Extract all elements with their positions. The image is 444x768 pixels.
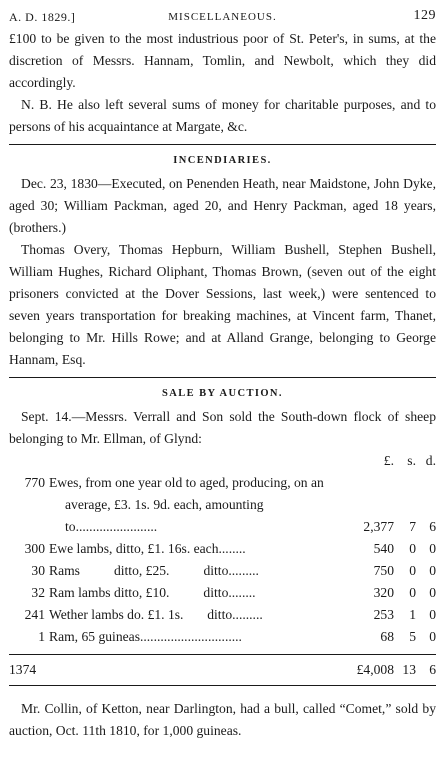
table-row [9, 560, 436, 582]
table-row [9, 604, 436, 626]
col-shillings-label: s. [407, 453, 416, 468]
row-description: Ewe lambs, ditto, £1. 16s. each........ [49, 541, 246, 556]
running-header [9, 6, 436, 28]
row-description: Ewes, from one year old to aged, producing, on an average, £3. 1s. 9d. each, amounting to........................ [49, 475, 324, 534]
row-shillings: 0 [409, 585, 416, 600]
total-pence: 6 [429, 661, 436, 677]
header-year: A. D. 1829.] [9, 10, 76, 24]
col-pence-label: d. [425, 453, 436, 468]
closing-paragraph: Mr. Collin, of Ketton, near Darlington, had a bull, called “Comet,” sold by auction, Oct. 11th 1810, for 1,000 guineas. [9, 700, 436, 738]
row-pounds: 750 [373, 563, 394, 578]
row-pounds: 320 [373, 585, 394, 600]
row-pence: 0 [429, 607, 436, 622]
table-row [9, 538, 436, 560]
table-row [9, 582, 436, 604]
sale-table-header [9, 450, 436, 472]
sale-table [9, 450, 436, 686]
row-description: Ram, 65 guineas.............................. [49, 629, 242, 644]
intro-paragraph-1: £100 to be given to the most industrious poor of St. Peter's, in sums, at the discretion of Messrs. Hannam, Tomlin, and Newbolt, which they did accordingly. [9, 31, 436, 90]
total-pounds: £4,008 [356, 661, 394, 677]
row-shillings: 7 [409, 519, 416, 534]
row-shillings: 0 [409, 541, 416, 556]
incendiaries-paragraph-1: Dec. 23, 1830—Executed, on Penenden Heath, near Maidstone, John Dyke, aged 30; William Packman, aged 20, and Henry Packman, aged 18 years, (brothers.) [9, 176, 436, 235]
col-pounds-label: £. [383, 453, 394, 468]
row-pence: 0 [429, 585, 436, 600]
row-quantity: 770 [24, 475, 45, 490]
row-description: Ram lambs ditto, £10. ditto........ [49, 585, 256, 600]
row-pounds: 68 [380, 629, 394, 644]
section-divider [9, 377, 436, 378]
page-number: 129 [413, 8, 436, 23]
row-description: Wether lambs do. £1. 1s. ditto......... [49, 607, 263, 622]
row-pence: 0 [429, 563, 436, 578]
total-row [9, 654, 436, 685]
row-description: Rams ditto, £25. ditto......... [49, 563, 259, 578]
row-pounds: 2,377 [363, 519, 394, 534]
row-pence: 6 [429, 519, 436, 534]
incendiaries-paragraph-2: Thomas Overy, Thomas Hepburn, William Bushell, Stephen Bushell, William Hughes, Richard Oliphant, Thomas Brown, (seven out of the eight prisoners convicted at the Dover Sessions, last week,) were sentenced to seven years transportation for breaking machines, at Vincent farm, Thanet, belonging to Mr. Hills Rowe; and at Alland Grange, belonging to George Hannam, Esq. [9, 242, 436, 367]
row-shillings: 1 [409, 607, 416, 622]
row-quantity: 300 [24, 541, 45, 556]
row-quantity: 241 [24, 607, 45, 622]
row-shillings: 0 [409, 563, 416, 578]
row-quantity: 1 [38, 629, 45, 644]
row-pence: 0 [429, 629, 436, 644]
incendiaries-heading: INCENDIARIES. [173, 155, 272, 166]
intro-paragraph-2: N. B. He also left several sums of money for charitable purposes, and to persons of his acquaintance at Margate, &c. [9, 97, 436, 134]
table-row [9, 472, 436, 538]
header-section-title: MISCELLANEOUS. [168, 11, 277, 23]
row-pence: 0 [429, 541, 436, 556]
sale-intro: Sept. 14.—Messrs. Verrall and Son sold the South-down flock of sheep belonging to Mr. Ellman, of Glynd: [9, 409, 436, 446]
row-shillings: 5 [409, 629, 416, 644]
table-row [9, 626, 436, 648]
row-pounds: 540 [373, 541, 394, 556]
total-quantity: 1374 [9, 661, 37, 677]
sale-heading: SALE BY AUCTION. [162, 388, 283, 399]
section-divider [9, 144, 436, 145]
total-shillings: 13 [402, 661, 416, 677]
row-quantity: 32 [31, 585, 45, 600]
row-quantity: 30 [31, 563, 45, 578]
row-pounds: 253 [373, 607, 394, 622]
